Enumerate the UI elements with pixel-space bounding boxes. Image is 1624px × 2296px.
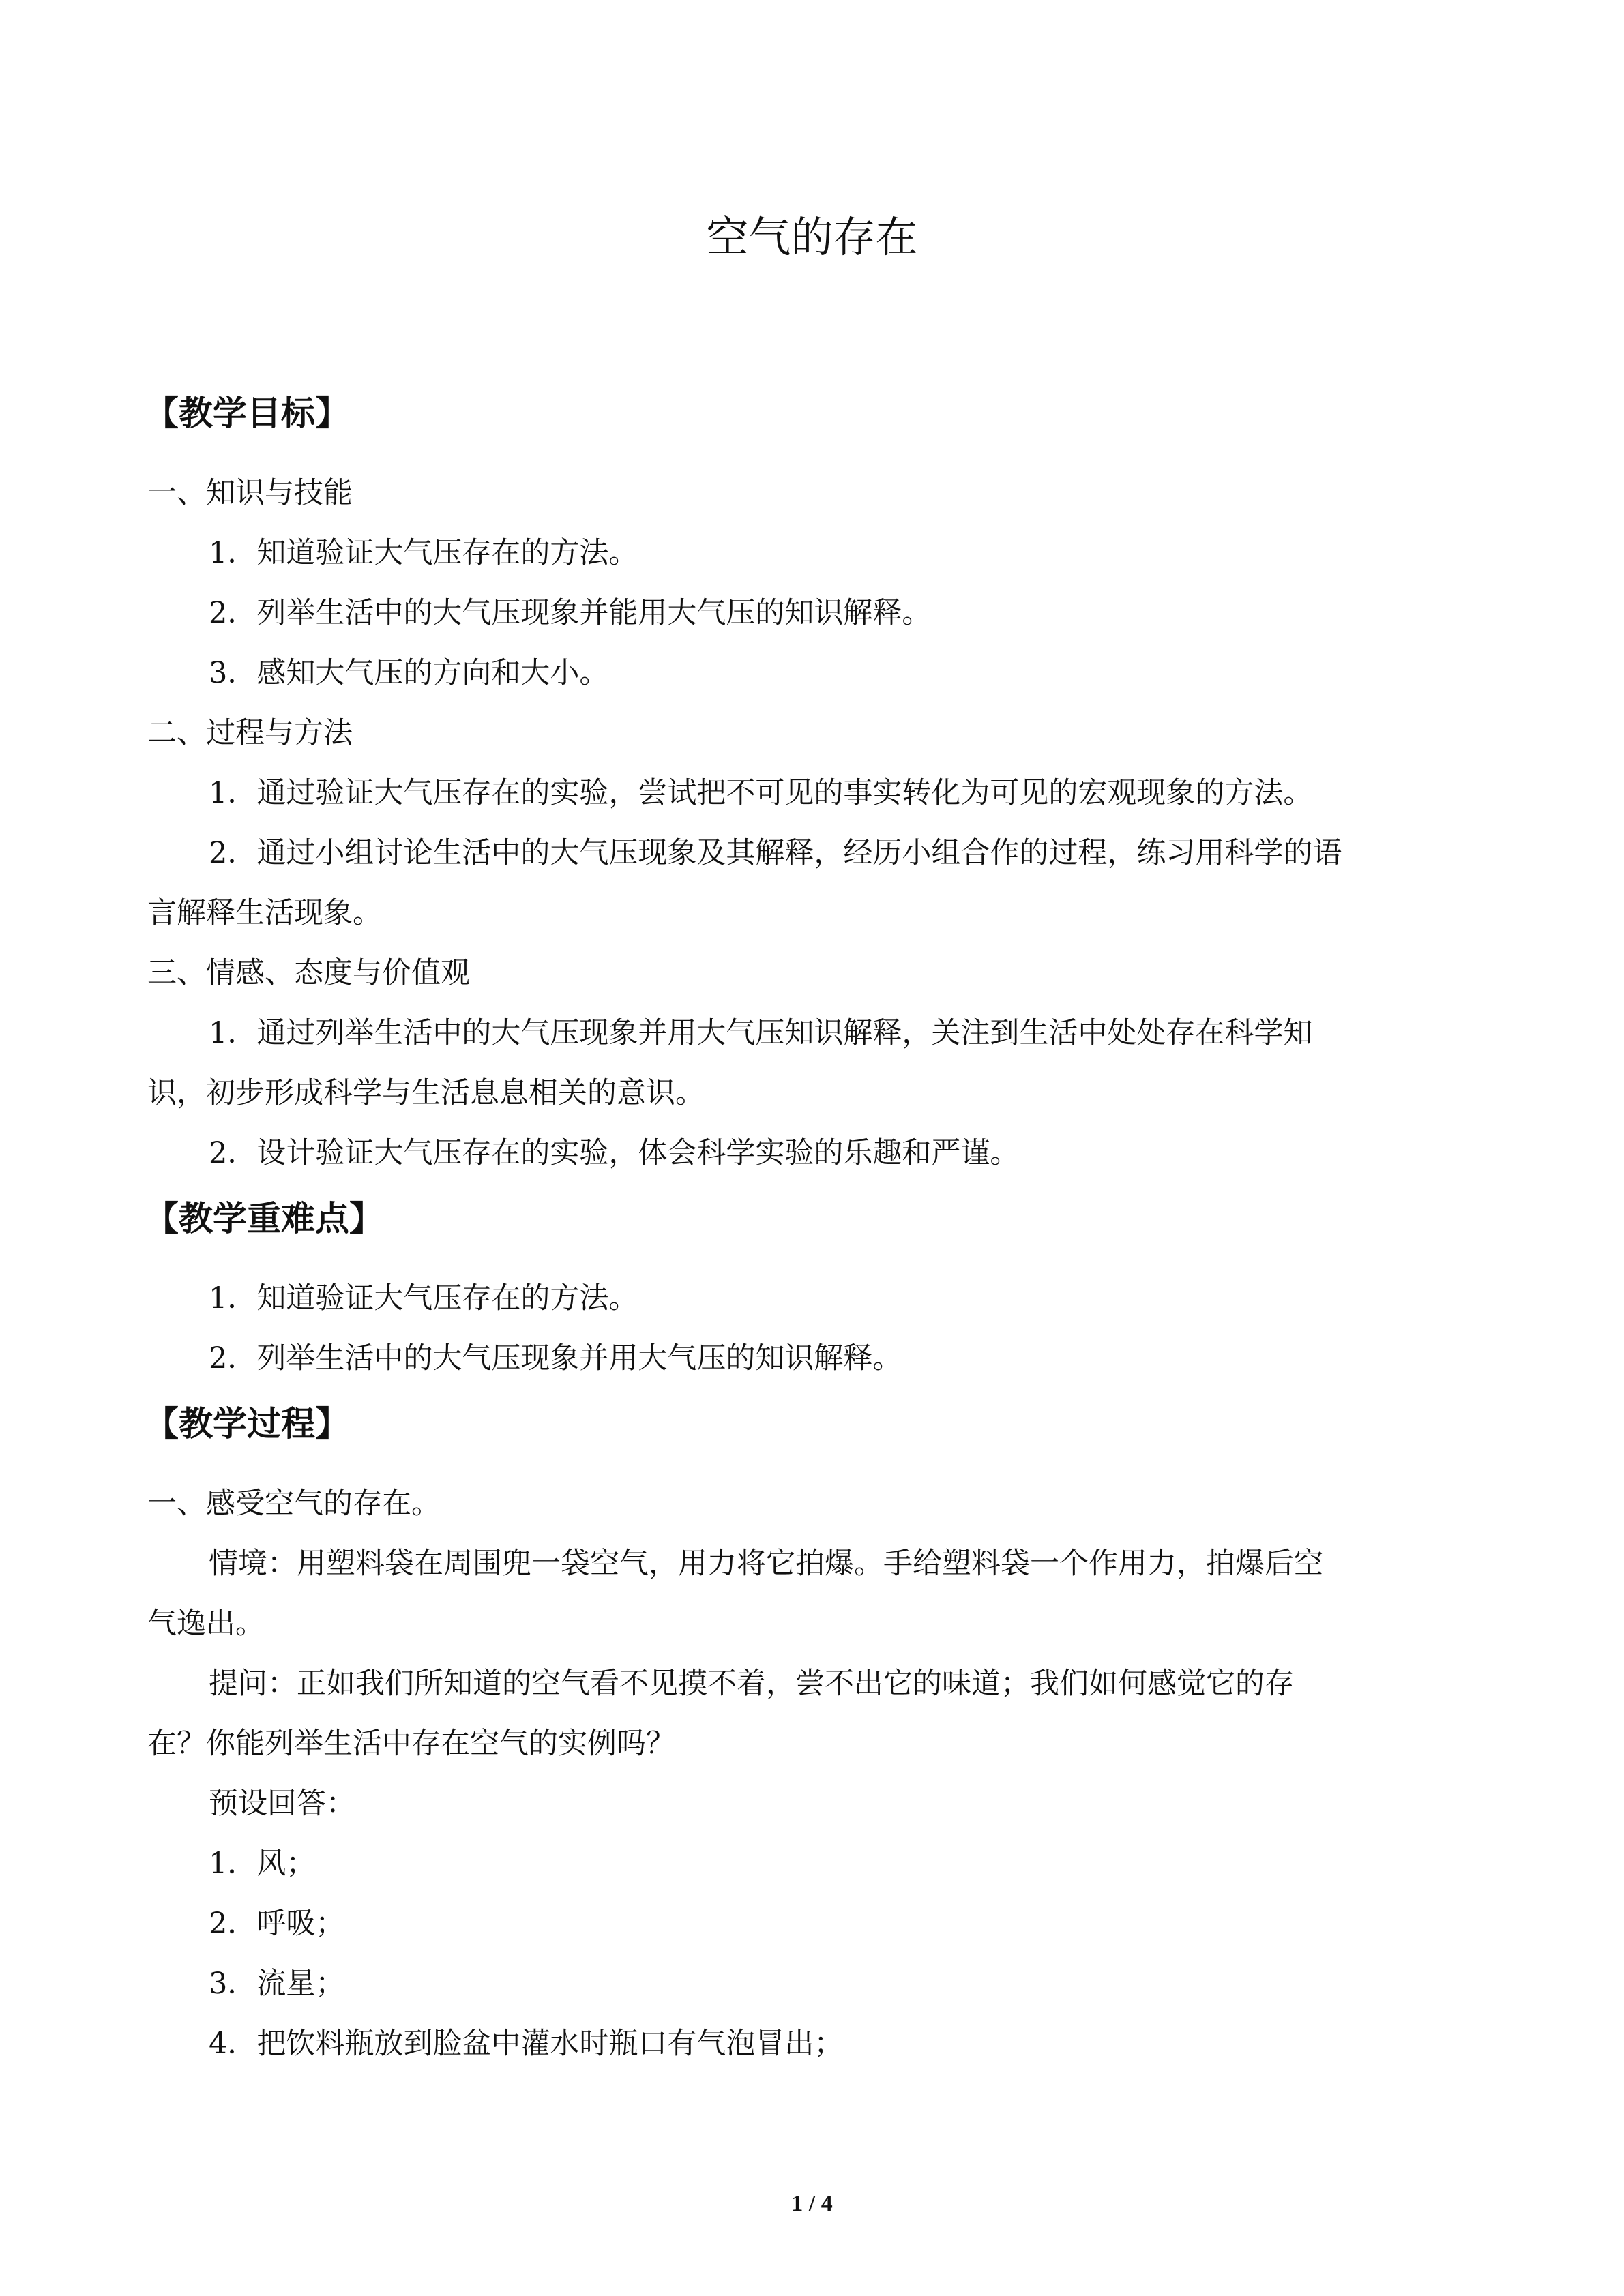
section-heading-objectives: 【教学目标】	[145, 393, 349, 433]
paragraph-question: 提问：正如我们所知道的空气看不见摸不着，尝不出它的味道；我们如何感觉它的存	[209, 1667, 1294, 1701]
page-number: 1 / 4	[791, 2191, 833, 2216]
list-item: 1．知道验证大气压存在的方法。	[209, 536, 638, 570]
list-item: 3．流星；	[209, 1967, 345, 2001]
list-item: 2．列举生活中的大气压现象并用大气压的知识解释。	[209, 1341, 902, 1375]
subheading-process-methods: 二、过程与方法	[147, 716, 353, 750]
paragraph-situation-continuation: 气逸出。	[147, 1607, 265, 1641]
list-item: 2．通过小组讨论生活中的大气压现象及其解释，经历小组合作的过程，练习用科学的语	[209, 836, 1342, 870]
list-item: 1．通过列举生活中的大气压现象并用大气压知识解释，关注到生活中处处存在科学知	[209, 1016, 1313, 1050]
subheading-knowledge-skills: 一、知识与技能	[147, 476, 353, 510]
list-item: 3．感知大气压的方向和大小。	[209, 656, 609, 690]
list-item: 2．列举生活中的大气压现象并能用大气压的知识解释。	[209, 596, 932, 630]
subheading-emotion-values: 三、情感、态度与价值观	[147, 956, 470, 990]
list-item: 2．设计验证大气压存在的实验，体会科学实验的乐趣和严谨。	[209, 1136, 1020, 1170]
list-item: 1．通过验证大气压存在的实验，尝试把不可见的事实转化为可见的宏观现象的方法。	[209, 776, 1313, 810]
list-item: 4．把饮料瓶放到脸盆中灌水时瓶口有气泡冒出；	[209, 2027, 844, 2061]
answer-label: 预设回答：	[209, 1787, 355, 1821]
paragraph-situation: 情境：用塑料袋在周围兜一袋空气，用力将它拍爆。手给塑料袋一个作用力，拍爆后空	[209, 1547, 1323, 1581]
subheading-feel-air: 一、感受空气的存在。	[147, 1487, 441, 1521]
paragraph-question-continuation: 在？你能列举生活中存在空气的实例吗？	[147, 1727, 675, 1761]
list-item: 1．风；	[209, 1847, 316, 1881]
list-item-continuation: 识，初步形成科学与生活息息相关的意识。	[147, 1076, 705, 1110]
page-title: 空气的存在	[706, 212, 918, 262]
list-item-continuation: 言解释生活现象。	[147, 896, 382, 930]
list-item: 2．呼吸；	[209, 1907, 345, 1941]
section-heading-process: 【教学过程】	[145, 1404, 349, 1444]
section-heading-key-points: 【教学重难点】	[145, 1199, 383, 1238]
list-item: 1．知道验证大气压存在的方法。	[209, 1281, 638, 1315]
